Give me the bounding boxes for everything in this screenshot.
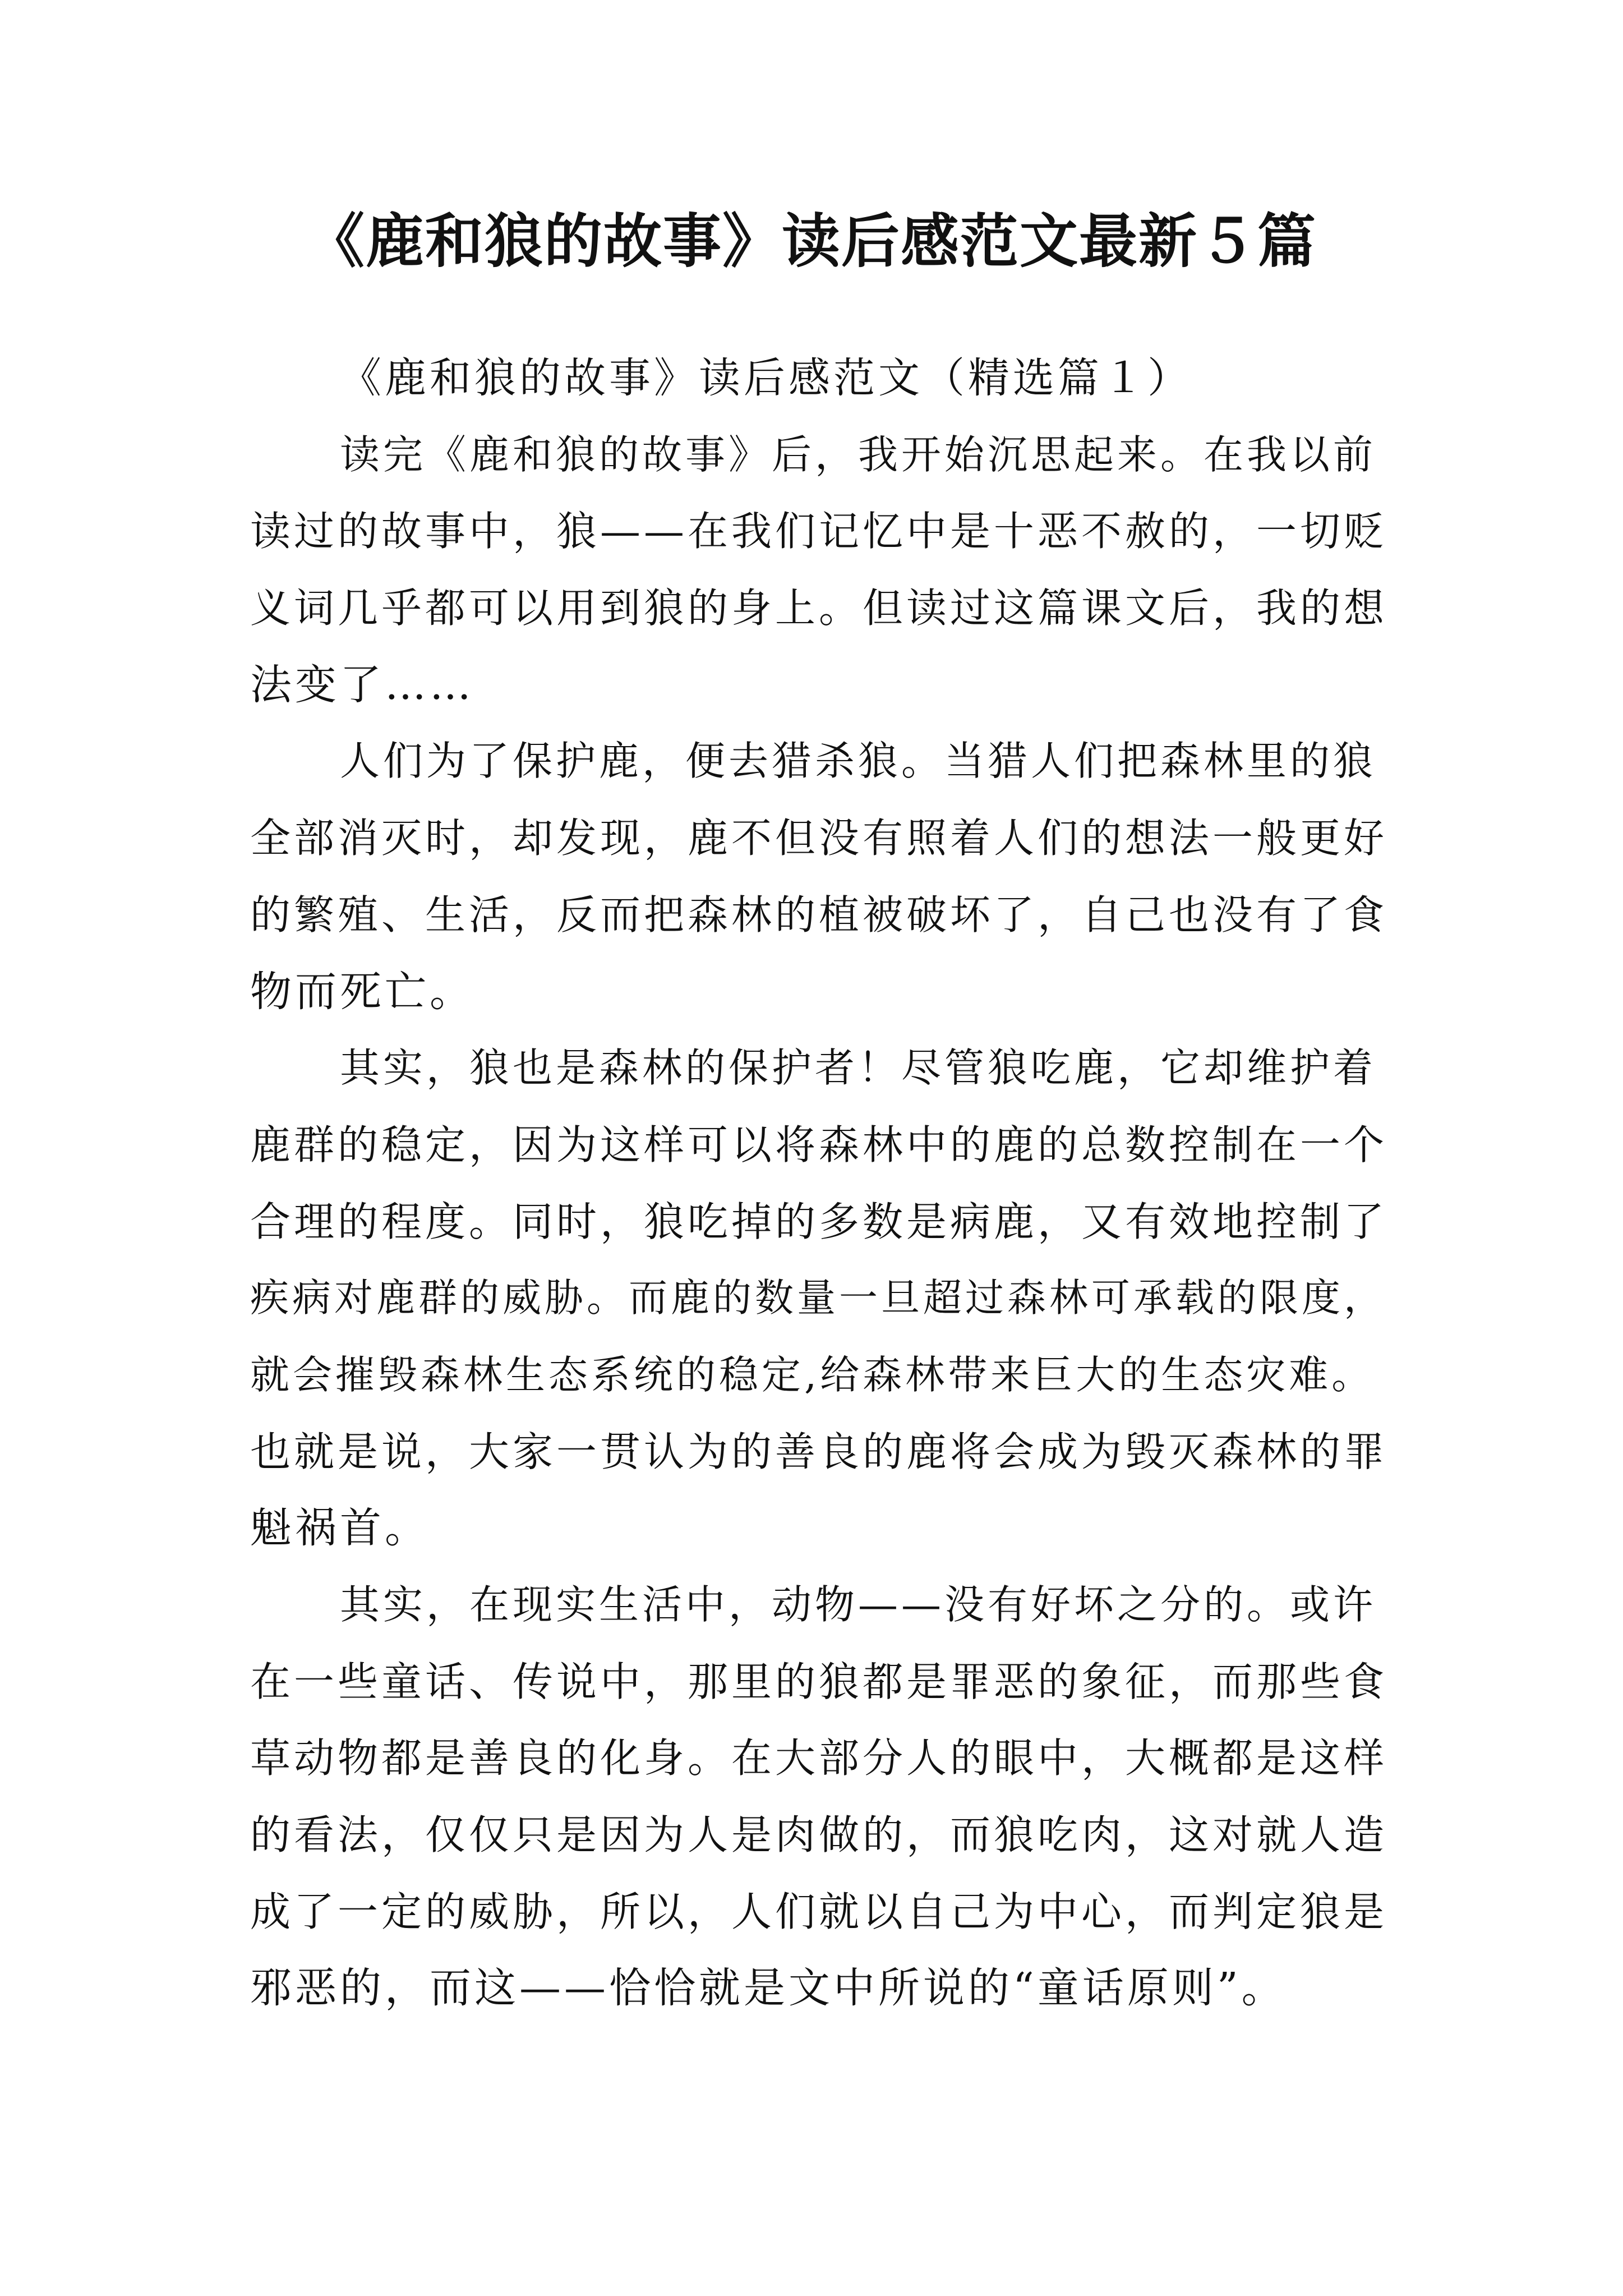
text-line: 在一些童话、传说中，那里的狼都是罪恶的象征，而那些食 xyxy=(250,1658,1388,1705)
text-line: 草动物都是善良的化身。在大部分人的眼中，大概都是这样 xyxy=(250,1734,1388,1782)
text-line: 其实，狼也是森林的保护者！尽管狼吃鹿，它却维护着 xyxy=(340,1045,1377,1092)
text-line: 鹿群的稳定，因为这样可以将森林中的鹿的总数控制在一个 xyxy=(250,1121,1388,1168)
text-line: 读完《鹿和狼的故事》后，我开始沉思起来。在我以前 xyxy=(340,431,1377,478)
text-line: 其实，在现实生活中，动物——没有好坏之分的。或许 xyxy=(340,1581,1377,1628)
text-line: 的看法，仅仅只是因为人是肉做的，而狼吃肉，这对就人造 xyxy=(250,1811,1388,1859)
text-line: 邪恶的，而这——恰恰就是文中所说的“童话原则”。 xyxy=(250,1964,1287,2013)
text-line: 人们为了保护鹿，便去猎杀狼。当猎人们把森林里的狼 xyxy=(340,738,1377,785)
text-line: 合理的程度。同时，狼吃掉的多数是病鹿，又有效地控制了 xyxy=(250,1198,1388,1245)
text-line: 全部消灭时，却发现，鹿不但没有照着人们的想法一般更好 xyxy=(250,815,1388,862)
text-line: 成了一定的威胁，所以，人们就以自己为中心，而判定狼是 xyxy=(250,1888,1388,1935)
text-line: 义词几乎都可以用到狼的身上。但读过这篇课文后，我的想 xyxy=(250,585,1388,632)
text-line: 法变了…… xyxy=(250,660,474,709)
text-line: 就会摧毁森林生态系统的稳定,给森林带来巨大的生态灾难。 xyxy=(250,1351,1375,1398)
text-line: 疾病对鹿群的威胁。而鹿的数量一旦超过森林可承载的限度， xyxy=(250,1276,1386,1321)
document-body xyxy=(250,340,1389,2027)
document-title: 《鹿和狼的故事》读后感范文最新５篇 xyxy=(306,206,1317,275)
text-line: 《鹿和狼的故事》读后感范文（精选篇１） xyxy=(340,354,1192,402)
text-line: 物而死亡。 xyxy=(250,967,474,1016)
text-line: 读过的故事中，狼——在我们记忆中是十恶不赦的，一切贬 xyxy=(250,508,1388,555)
text-line: 魁祸首。 xyxy=(250,1504,430,1553)
text-line: 的繁殖、生活，反而把森林的植被破坏了，自己也没有了食 xyxy=(250,891,1388,938)
text-line: 也就是说，大家一贯认为的善良的鹿将会成为毁灭森林的罪 xyxy=(250,1428,1388,1475)
